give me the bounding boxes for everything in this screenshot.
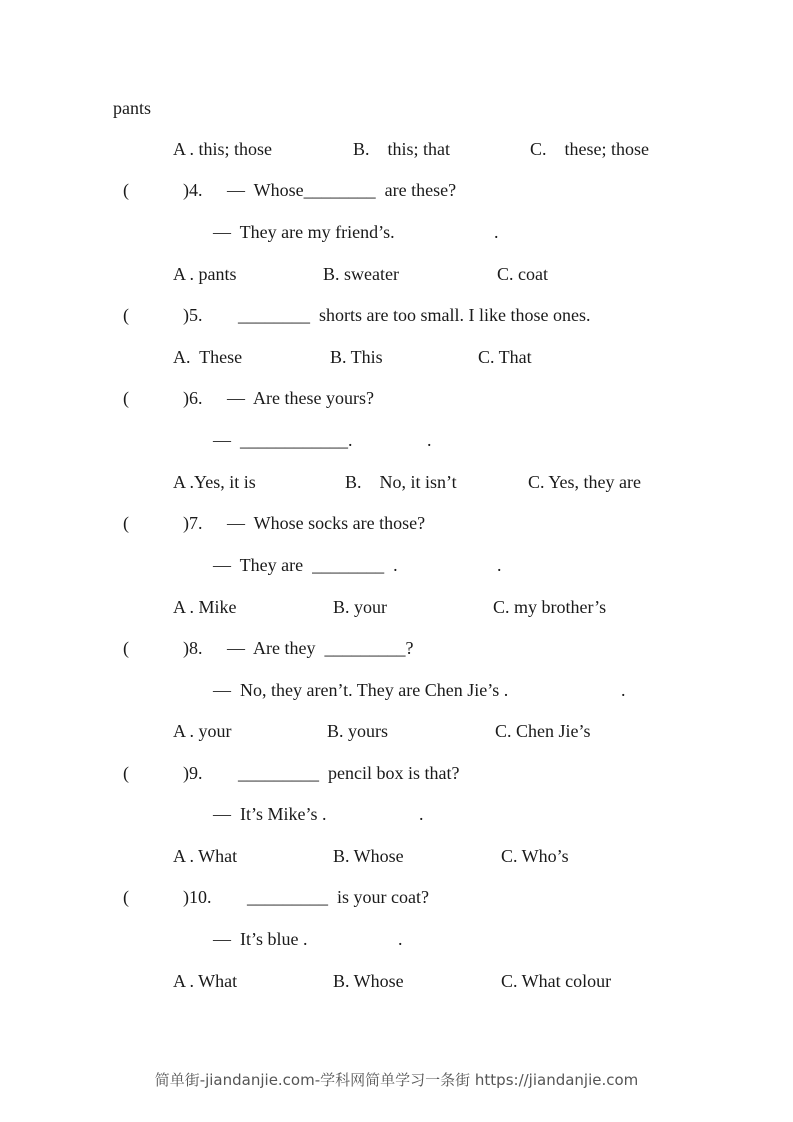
q5-paren-open: ( bbox=[123, 305, 129, 325]
q7-option-b: B. your bbox=[333, 597, 387, 617]
q6-stem: — Are these yours? bbox=[227, 388, 374, 408]
q10-answer-dot: . bbox=[398, 929, 403, 949]
q7-stem: — Whose socks are those? bbox=[227, 513, 426, 533]
q9-option-a: A . What bbox=[173, 846, 238, 866]
q10-option-a: A . What bbox=[173, 971, 238, 991]
q7-answer: — They are ________ . bbox=[213, 555, 398, 575]
q8-stem: — Are they _________? bbox=[227, 638, 414, 658]
prev-option-c: C. these; those bbox=[530, 139, 649, 159]
q10-number: )10. bbox=[183, 887, 212, 907]
q5-option-c: C. That bbox=[478, 347, 532, 367]
q8-answer-dot: . bbox=[621, 680, 626, 700]
q4-paren-open: ( bbox=[123, 180, 129, 200]
q4-option-c: C. coat bbox=[497, 264, 548, 284]
q6-option-a: A .Yes, it is bbox=[173, 472, 256, 492]
q8-option-c: C. Chen Jie’s bbox=[495, 721, 591, 741]
q10-option-b: B. Whose bbox=[333, 971, 404, 991]
q5-option-a: A. These bbox=[173, 347, 243, 367]
q10-paren-open: ( bbox=[123, 887, 129, 907]
q7-number: )7. bbox=[183, 513, 203, 533]
prev-question-tail: pants bbox=[113, 98, 151, 118]
q6-number: )6. bbox=[183, 388, 203, 408]
q9-answer: — It’s Mike’s . bbox=[213, 804, 327, 824]
q5-stem: ________ shorts are too small. I like those ones. bbox=[238, 305, 591, 325]
q6-paren-open: ( bbox=[123, 388, 129, 408]
q5-number: )5. bbox=[183, 305, 203, 325]
q4-answer-dot: . bbox=[494, 222, 499, 242]
q9-answer-dot: . bbox=[419, 804, 424, 824]
q9-paren-open: ( bbox=[123, 763, 129, 783]
q10-answer: — It’s blue . bbox=[213, 929, 308, 949]
q6-option-b: B. No, it isn’t bbox=[345, 472, 457, 492]
q4-stem: — Whose________ are these? bbox=[227, 180, 457, 200]
q8-answer: — No, they aren’t. They are Chen Jie’s . bbox=[213, 680, 509, 700]
q6-answer-dot: . bbox=[427, 430, 432, 450]
q4-answer: — They are my friend’s. bbox=[213, 222, 395, 242]
q10-stem: _________ is your coat? bbox=[247, 887, 429, 907]
q8-option-b: B. yours bbox=[327, 721, 389, 741]
q10-option-c: C. What colour bbox=[501, 971, 612, 991]
q4-option-b: B. sweater bbox=[323, 264, 399, 284]
prev-option-a: A . this; those bbox=[173, 139, 273, 159]
q9-option-b: B. Whose bbox=[333, 846, 404, 866]
q8-option-a: A . your bbox=[173, 721, 232, 741]
q9-stem: _________ pencil box is that? bbox=[238, 763, 460, 783]
q9-number: )9. bbox=[183, 763, 203, 783]
q6-option-c: C. Yes, they are bbox=[528, 472, 641, 492]
q9-option-c: C. Who’s bbox=[501, 846, 569, 866]
q8-paren-open: ( bbox=[123, 638, 129, 658]
q7-option-a: A . Mike bbox=[173, 597, 237, 617]
q4-number: )4. bbox=[183, 180, 203, 200]
q8-number: )8. bbox=[183, 638, 203, 658]
q7-paren-open: ( bbox=[123, 513, 129, 533]
prev-option-b: B. this; that bbox=[353, 139, 451, 159]
q7-option-c: C. my brother’s bbox=[493, 597, 607, 617]
q4-option-a: A . pants bbox=[173, 264, 237, 284]
q5-option-b: B. This bbox=[330, 347, 383, 367]
site-footer: 简单街-jiandanjie.com-学科网简单学习一条街 https://jiandanjie.com bbox=[154, 1071, 639, 1089]
q6-answer: — ____________. bbox=[213, 430, 353, 450]
q7-answer-dot: . bbox=[497, 555, 502, 575]
